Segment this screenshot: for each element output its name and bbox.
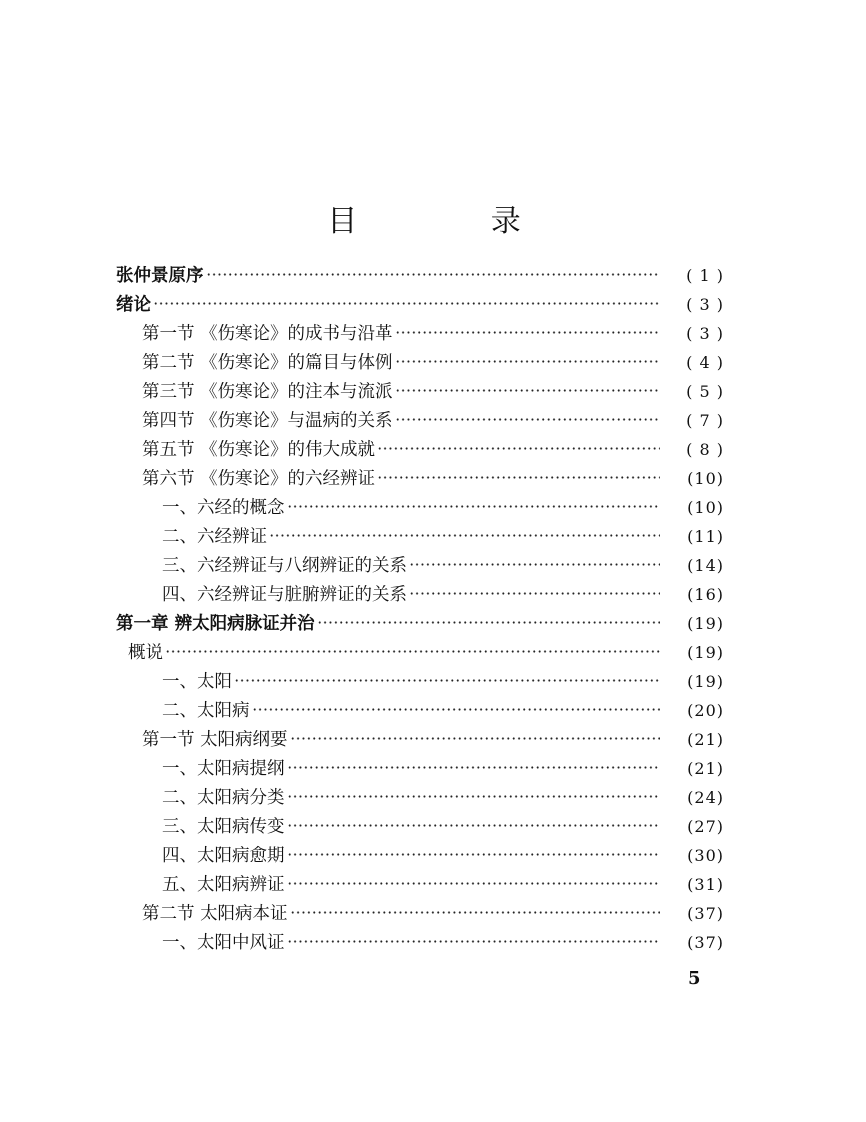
- leader-dots: [395, 331, 660, 334]
- toc-entry-page: (27): [687, 817, 724, 836]
- toc-entry[interactable]: [116, 900, 724, 929]
- toc-entry[interactable]: [116, 494, 724, 523]
- toc-entry[interactable]: [116, 465, 724, 494]
- toc-entry-title: 绪论: [116, 295, 151, 315]
- toc-entry-page: (14): [687, 556, 724, 575]
- leader-dots: [395, 389, 660, 392]
- toc-entry-page: (10): [687, 469, 724, 488]
- leader-dots: [290, 911, 660, 914]
- toc-entry-page: (16): [687, 585, 724, 604]
- toc-entry[interactable]: [116, 668, 724, 697]
- toc-entry-title: 张仲景原序: [116, 266, 204, 286]
- toc-entry-title: 四、太阳病愈期: [162, 846, 285, 866]
- toc-entry-introduction[interactable]: [116, 291, 724, 320]
- toc-entry-title: 一、六经的概念: [162, 498, 285, 518]
- leader-dots: [377, 447, 660, 450]
- toc-entry-page: (21): [687, 730, 724, 749]
- toc-entry-title: 三、六经辨证与八纲辨证的关系: [162, 556, 407, 576]
- toc-entry-page: ( 1 ): [686, 266, 724, 285]
- toc-entry-title: 五、太阳病辨证: [162, 875, 285, 895]
- toc-entry-page: (11): [687, 527, 724, 546]
- toc-entry-title: 二、太阳病: [162, 701, 250, 721]
- leader-dots: [395, 360, 660, 363]
- toc-entry-title: 二、六经辨证: [162, 527, 267, 547]
- toc-entry-title: 第二节 太阳病本证: [142, 904, 288, 924]
- leader-dots: [409, 592, 660, 595]
- toc-entry-page: (30): [687, 846, 724, 865]
- toc-entry[interactable]: [116, 436, 724, 465]
- toc-entry-page: ( 4 ): [686, 353, 724, 372]
- toc-entry-page: (37): [687, 933, 724, 952]
- toc-entry-title: 第四节 《伤寒论》与温病的关系: [142, 411, 393, 431]
- toc-entry-page: (19): [687, 643, 724, 662]
- toc-entry-title: 四、六经辨证与脏腑辨证的关系: [162, 585, 407, 605]
- leader-dots: [153, 302, 660, 305]
- toc-entry-title: 第五节 《伤寒论》的伟大成就: [142, 440, 376, 460]
- toc-entry[interactable]: [116, 407, 724, 436]
- leader-dots: [287, 505, 661, 508]
- toc-entry-page: ( 3 ): [686, 295, 724, 314]
- page-title: 目 录: [327, 204, 583, 239]
- toc-entry-title: 第一节 《伤寒论》的成书与沿革: [142, 324, 393, 344]
- toc-entry[interactable]: [116, 755, 724, 784]
- leader-dots: [165, 650, 660, 653]
- toc-entry[interactable]: [116, 842, 724, 871]
- leader-dots: [287, 795, 661, 798]
- leader-dots: [409, 563, 660, 566]
- leader-dots: [290, 737, 660, 740]
- toc-entry-title: 二、太阳病分类: [162, 788, 285, 808]
- toc-entry-preface[interactable]: [116, 262, 724, 291]
- toc-entry-title: 第六节 《伤寒论》的六经辨证: [142, 469, 376, 489]
- toc-entry-title: 概说: [128, 643, 163, 663]
- toc-entry-title: 一、太阳病提纲: [162, 759, 285, 779]
- toc-entry-page: (10): [687, 498, 724, 517]
- toc-entry[interactable]: [116, 726, 724, 755]
- toc-entry[interactable]: [116, 552, 724, 581]
- toc-entry[interactable]: [116, 639, 724, 668]
- leader-dots: [287, 766, 661, 769]
- toc-entry-title: 第三节 《伤寒论》的注本与流派: [142, 382, 393, 402]
- toc-entry-page: (19): [687, 672, 724, 691]
- toc-entry-page: ( 5 ): [686, 382, 724, 401]
- toc-entry-page: (31): [687, 875, 724, 894]
- toc-entry-title: 三、太阳病传变: [162, 817, 285, 837]
- toc-entry[interactable]: [116, 871, 724, 900]
- leader-dots: [287, 853, 661, 856]
- toc-entry-page: (20): [687, 701, 724, 720]
- toc-entry-page: ( 7 ): [686, 411, 724, 430]
- page-number: 5: [688, 968, 701, 989]
- leader-dots: [206, 273, 661, 276]
- toc-entry[interactable]: [116, 349, 724, 378]
- leader-dots: [287, 824, 661, 827]
- toc-entry-chapter-1[interactable]: [116, 610, 724, 639]
- leader-dots: [395, 418, 660, 421]
- toc-entry[interactable]: [116, 320, 724, 349]
- leader-dots: [317, 621, 660, 624]
- toc-entry[interactable]: [116, 523, 724, 552]
- toc-entry-page: ( 3 ): [686, 324, 724, 343]
- leader-dots: [287, 882, 661, 885]
- toc-entry-page: (24): [687, 788, 724, 807]
- toc-entry[interactable]: [116, 813, 724, 842]
- toc-entry-page: ( 8 ): [686, 440, 724, 459]
- toc-entry-title: 第一节 太阳病纲要: [142, 730, 288, 750]
- leader-dots: [287, 940, 661, 943]
- toc-entry-page: (19): [687, 614, 724, 633]
- toc-entry-title: 一、太阳中风证: [162, 933, 285, 953]
- toc-entry[interactable]: [116, 929, 724, 958]
- toc-entry-title: 第二节 《伤寒论》的篇目与体例: [142, 353, 393, 373]
- toc-entry-page: (21): [687, 759, 724, 778]
- leader-dots: [269, 534, 660, 537]
- toc-entry[interactable]: [116, 697, 724, 726]
- table-of-contents: [116, 262, 724, 958]
- leader-dots: [234, 679, 660, 682]
- toc-entry-title: 一、太阳: [162, 672, 232, 692]
- toc-entry[interactable]: [116, 378, 724, 407]
- toc-entry[interactable]: [116, 581, 724, 610]
- leader-dots: [377, 476, 660, 479]
- leader-dots: [252, 708, 661, 711]
- toc-entry[interactable]: [116, 784, 724, 813]
- toc-entry-page: (37): [687, 904, 724, 923]
- toc-entry-title: 第一章 辨太阳病脉证并治: [116, 614, 315, 634]
